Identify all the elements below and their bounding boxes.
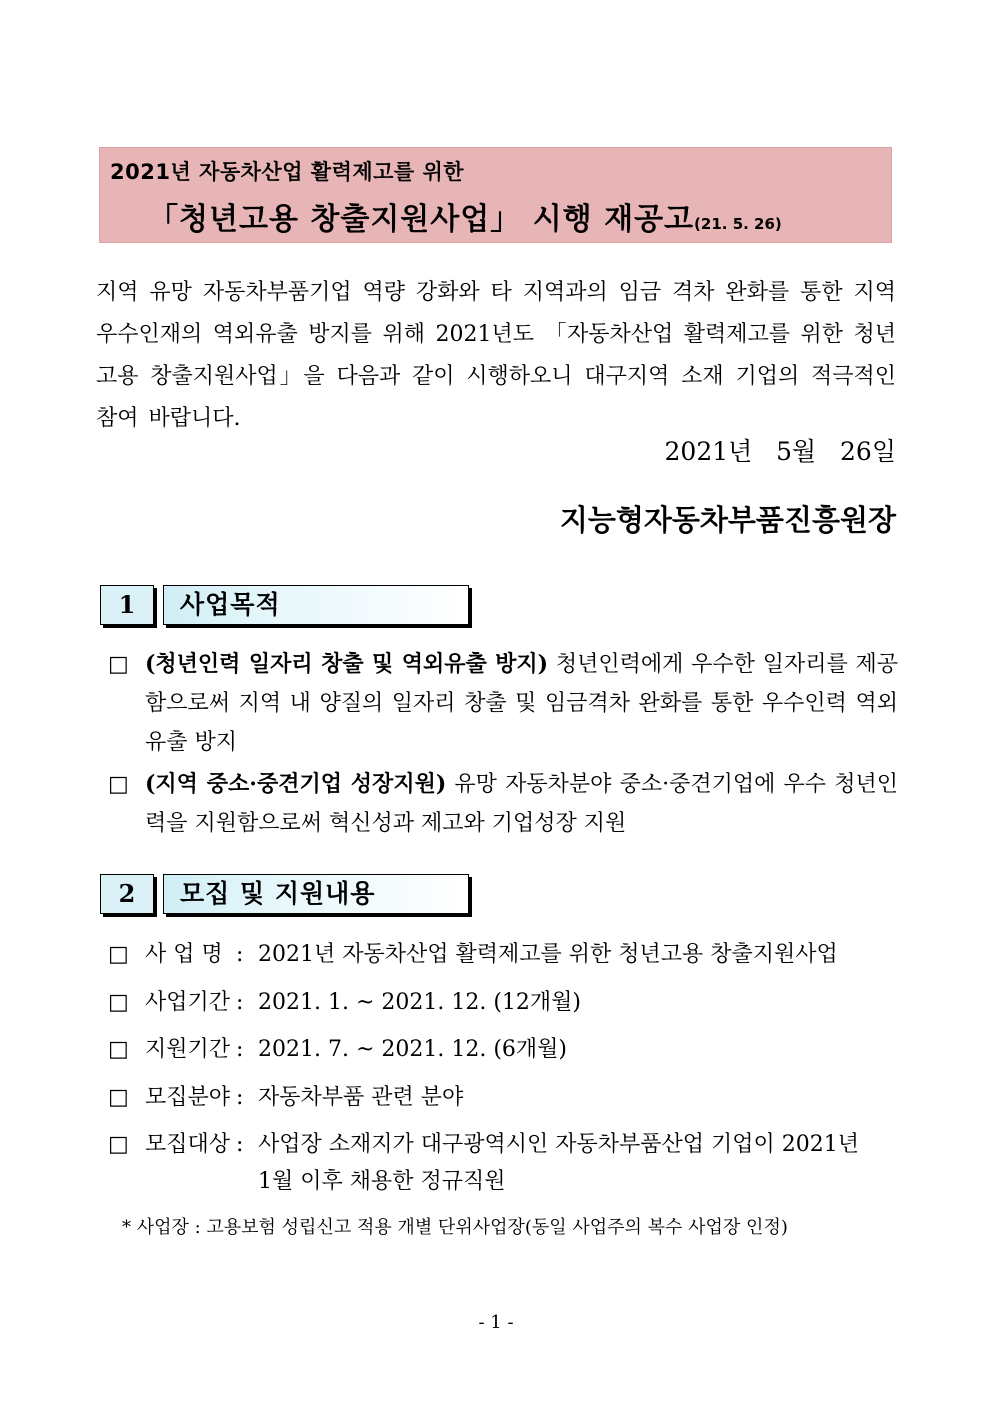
field-recruit-target-continued: 1월 이후 채용한 정규직원 <box>258 1169 506 1194</box>
checkbox-icon: □ <box>108 990 129 1015</box>
field-colon: : <box>236 1132 244 1157</box>
item-heading: (청년인력 일자리 창출 및 역외유출 방지) <box>145 651 549 677</box>
field-colon: : <box>236 942 244 967</box>
footnote: * 사업장 : 고용보험 성립신고 적용 개별 단위사업장(동일 사업주의 복수 사업장 인정) <box>122 1217 788 1238</box>
checkbox-icon: □ <box>108 772 129 797</box>
field-support-period <box>108 1030 567 1070</box>
checkbox-icon: □ <box>108 1037 129 1062</box>
field-label: 지원기간 <box>145 1037 231 1062</box>
field-value: 2021년 자동차산업 활력제고를 위한 청년고용 창출지원사업 <box>258 942 838 967</box>
item-text: 청년인력에게 우수한 일자리를 제공함으로써 지역 내 양질의 일자리 창출 및 임금격차 완화를 통한 우수인력 역외유출 방지 <box>145 652 898 755</box>
field-project-period <box>108 983 581 1023</box>
checkbox-icon: □ <box>108 1085 129 1110</box>
announcement-date: 2021년 5월 26일 <box>664 437 896 466</box>
section-2-number: 2 <box>100 874 154 914</box>
field-recruit-area <box>108 1078 463 1118</box>
checkbox-icon: □ <box>108 942 129 967</box>
field-label: 사업기간 <box>145 990 231 1015</box>
section-1-number: 1 <box>100 585 154 625</box>
field-label: 모집분야 <box>145 1085 231 1110</box>
field-colon: : <box>236 990 244 1015</box>
field-colon: : <box>236 1037 244 1062</box>
section-1-item-2 <box>108 765 898 843</box>
checkbox-icon: □ <box>108 652 129 677</box>
section-1-title: 사업목적 <box>163 585 469 625</box>
intro-paragraph <box>96 272 896 440</box>
field-value: 2021. 7. ~ 2021. 12. (6개월) <box>258 1037 568 1062</box>
item-body <box>145 765 898 843</box>
title-main: 「청년고용 창출지원사업」 시행 재공고 <box>148 202 695 237</box>
title-line-2 <box>148 194 782 238</box>
title-line-1: 2021년 자동차산업 활력제고를 위한 <box>110 160 465 184</box>
field-recruit-target <box>108 1125 859 1165</box>
title-banner <box>99 147 892 243</box>
title-date: (21. 5. 26) <box>694 215 782 233</box>
issuing-organization: 지능형자동차부품진흥원장 <box>559 503 896 537</box>
checkbox-icon: □ <box>108 1132 129 1157</box>
section-1-item-1 <box>108 645 898 762</box>
field-label: 사 업 명 <box>145 942 223 967</box>
section-2-title: 모집 및 지원내용 <box>163 874 469 914</box>
field-value: 2021. 1. ~ 2021. 12. (12개월) <box>258 990 582 1015</box>
field-value: 자동차부품 관련 분야 <box>258 1085 464 1110</box>
field-value: 사업장 소재지가 대구광역시인 자동차부품산업 기업이 2021년 <box>258 1132 860 1157</box>
intro-text: 지역 유망 자동차부품기업 역량 강화와 타 지역과의 임금 격차 완화를 통한 지역 우수인재의 역외유출 방지를 위해 2021년도 「자동차산업 활력제고를 위한 청년고용 창출지원사업」을 다음과 같이 시행하오니 대구지역 소재 기업의 적극적인 참여 바랍니다. <box>96 280 896 431</box>
field-label: 모집대상 <box>145 1132 231 1157</box>
item-body <box>145 645 898 762</box>
page-number: - 1 - <box>478 1312 514 1333</box>
field-colon: : <box>236 1085 244 1110</box>
item-heading: (지역 중소·중견기업 성장지원) <box>145 771 447 797</box>
item-text: 유망 자동차분야 중소·중견기업에 우수 청년인력을 지원함으로써 혁신성과 제고와 기업성장 지원 <box>145 772 898 836</box>
field-project-name <box>108 935 838 975</box>
